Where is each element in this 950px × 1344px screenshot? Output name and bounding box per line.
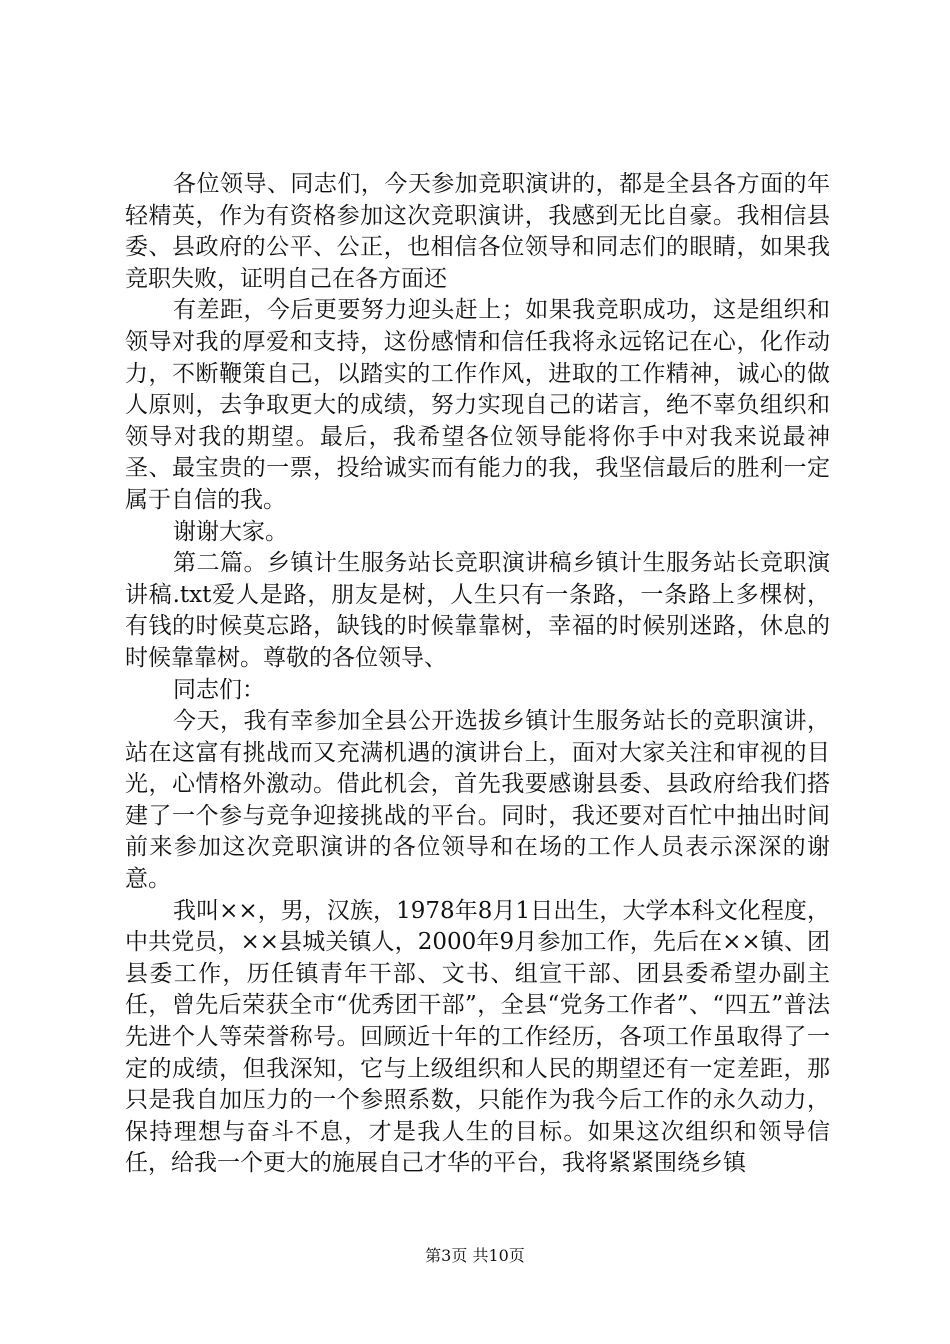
paragraph-7: 我叫××，男，汉族，1978年8月1日出生，大学本科文化程度，中共党员，××县城关镇人，2000年9月参加工作，先后在××镇、团县委工作，历任镇青年干部、文书、组宣干部、团县委希望办副主任，曾先后荣获全市“优秀团干部”，全县“党务工作者”、“四五”普法先进个人等荣誉称号。回顾近十年的工作经历，各项工作虽取得了一定的成绩，但我深知，它与上级组织和人民的期望还有一定差距，那只是我自加压力的一个参照系数，只能作为我今后工作的永久动力，保持理想与奋斗不息，才是我人生的目标。如果这次组织和领导信任，给我一个更大的施展自己才华的平台，我将紧紧围绕乡镇 [125,897,830,1177]
document-body [125,169,830,1180]
paragraph-6: 今天，我有幸参加全县公开选拔乡镇计生服务站长的竞职演讲，站在这富有挑战而又充满机遇的演讲台上，面对大家关注和审视的目光，心情格外激动。借此机会，首先我要感谢县委、县政府给我们搭建了一个参与竞争迎接挑战的平台。同时，我还要对百忙中抽出时间前来参加这次竞职演讲的各位领导和在场的工作人员表示深深的谢意。 [125,708,830,893]
paragraph-2: 有差距，今后更要努力迎头赶上；如果我竞职成功，这是组织和领导对我的厚爱和支持，这份感情和信任我将永远铭记在心，化作动力，不断鞭策自己，以踏实的工作作风，进取的工作精神，诚心的做人原则，去争取更大的成绩，努力实现自己的诺言，绝不辜负组织和领导对我的期望。最后，我希望各位领导能将你手中对我来说最神圣、最宝贵的一票，投给诚实而有能力的我，我坚信最后的胜利一定属于自信的我。 [125,297,830,513]
paragraph-4: 第二篇。乡镇计生服务站长竞职演讲稿乡镇计生服务站长竞职演讲稿.txt爱人是路，朋友是树，人生只有一条路，一条路上多棵树，有钱的时候莫忘路，缺钱的时候靠靠树，幸福的时候别迷路，休息的时候靠靠树。尊敬的各位领导、 [125,550,830,671]
page-number-footer: 第3页 共10页 [425,1246,525,1265]
paragraph-1: 各位领导、同志们，今天参加竞职演讲的，都是全县各方面的年轻精英，作为有资格参加这次竞职演讲，我感到无比自豪。我相信县委、县政府的公平、公正，也相信各位领导和同志们的眼睛，如果我竞职失败，证明自己在各方面还 [125,171,830,292]
paragraph-5: 同志们： [173,676,265,703]
paragraph-3: 谢谢大家。 [173,518,288,545]
